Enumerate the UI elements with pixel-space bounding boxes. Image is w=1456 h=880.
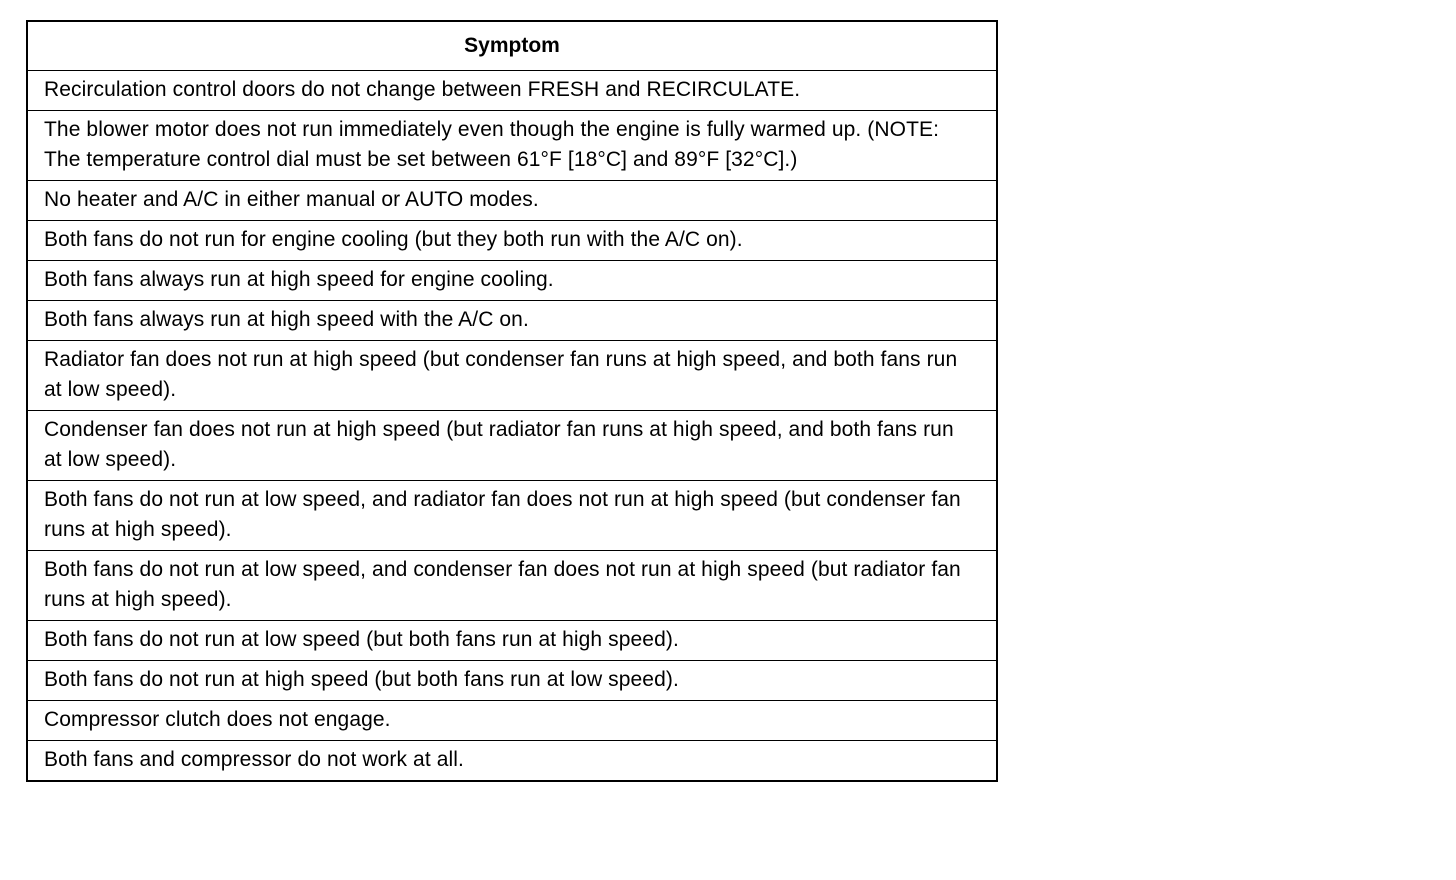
symptom-cell: Both fans always run at high speed for engine cooling. <box>27 261 997 301</box>
table-row <box>27 551 997 621</box>
symptom-cell: Compressor clutch does not engage. <box>27 701 997 741</box>
table-row <box>27 701 997 741</box>
symptom-cell: Recirculation control doors do not change between FRESH and RECIRCULATE. <box>27 71 997 111</box>
table-row <box>27 111 997 181</box>
table-row <box>27 341 997 411</box>
symptom-cell: Both fans do not run for engine cooling (but they both run with the A/C on). <box>27 221 997 261</box>
symptom-cell: Both fans do not run at low speed, and radiator fan does not run at high speed (but condenser fan runs at high speed). <box>27 481 997 551</box>
table-row <box>27 741 997 782</box>
table-row <box>27 71 997 111</box>
symptom-cell: The blower motor does not run immediately even though the engine is fully warmed up. (NOTE: The temperature control dial must be set between 61°F [18°C] and 89°F [32°C].) <box>27 111 997 181</box>
symptom-cell: Condenser fan does not run at high speed (but radiator fan runs at high speed, and both fans run at low speed). <box>27 411 997 481</box>
symptom-cell: Both fans do not run at high speed (but both fans run at low speed). <box>27 661 997 701</box>
symptom-cell: No heater and A/C in either manual or AUTO modes. <box>27 181 997 221</box>
table-row <box>27 621 997 661</box>
table-row <box>27 661 997 701</box>
symptom-cell: Both fans do not run at low speed (but both fans run at high speed). <box>27 621 997 661</box>
symptom-cell: Both fans and compressor do not work at all. <box>27 741 997 782</box>
symptom-cell: Both fans always run at high speed with the A/C on. <box>27 301 997 341</box>
table-row <box>27 221 997 261</box>
table-row <box>27 301 997 341</box>
symptom-column-header: Symptom <box>27 21 997 71</box>
table-header-row <box>27 21 997 71</box>
symptom-cell: Radiator fan does not run at high speed (but condenser fan runs at high speed, and both fans run at low speed). <box>27 341 997 411</box>
symptom-table <box>26 20 998 782</box>
table-row <box>27 181 997 221</box>
table-row <box>27 411 997 481</box>
table-row <box>27 481 997 551</box>
symptom-cell: Both fans do not run at low speed, and condenser fan does not run at high speed (but radiator fan runs at high speed). <box>27 551 997 621</box>
table-row <box>27 261 997 301</box>
